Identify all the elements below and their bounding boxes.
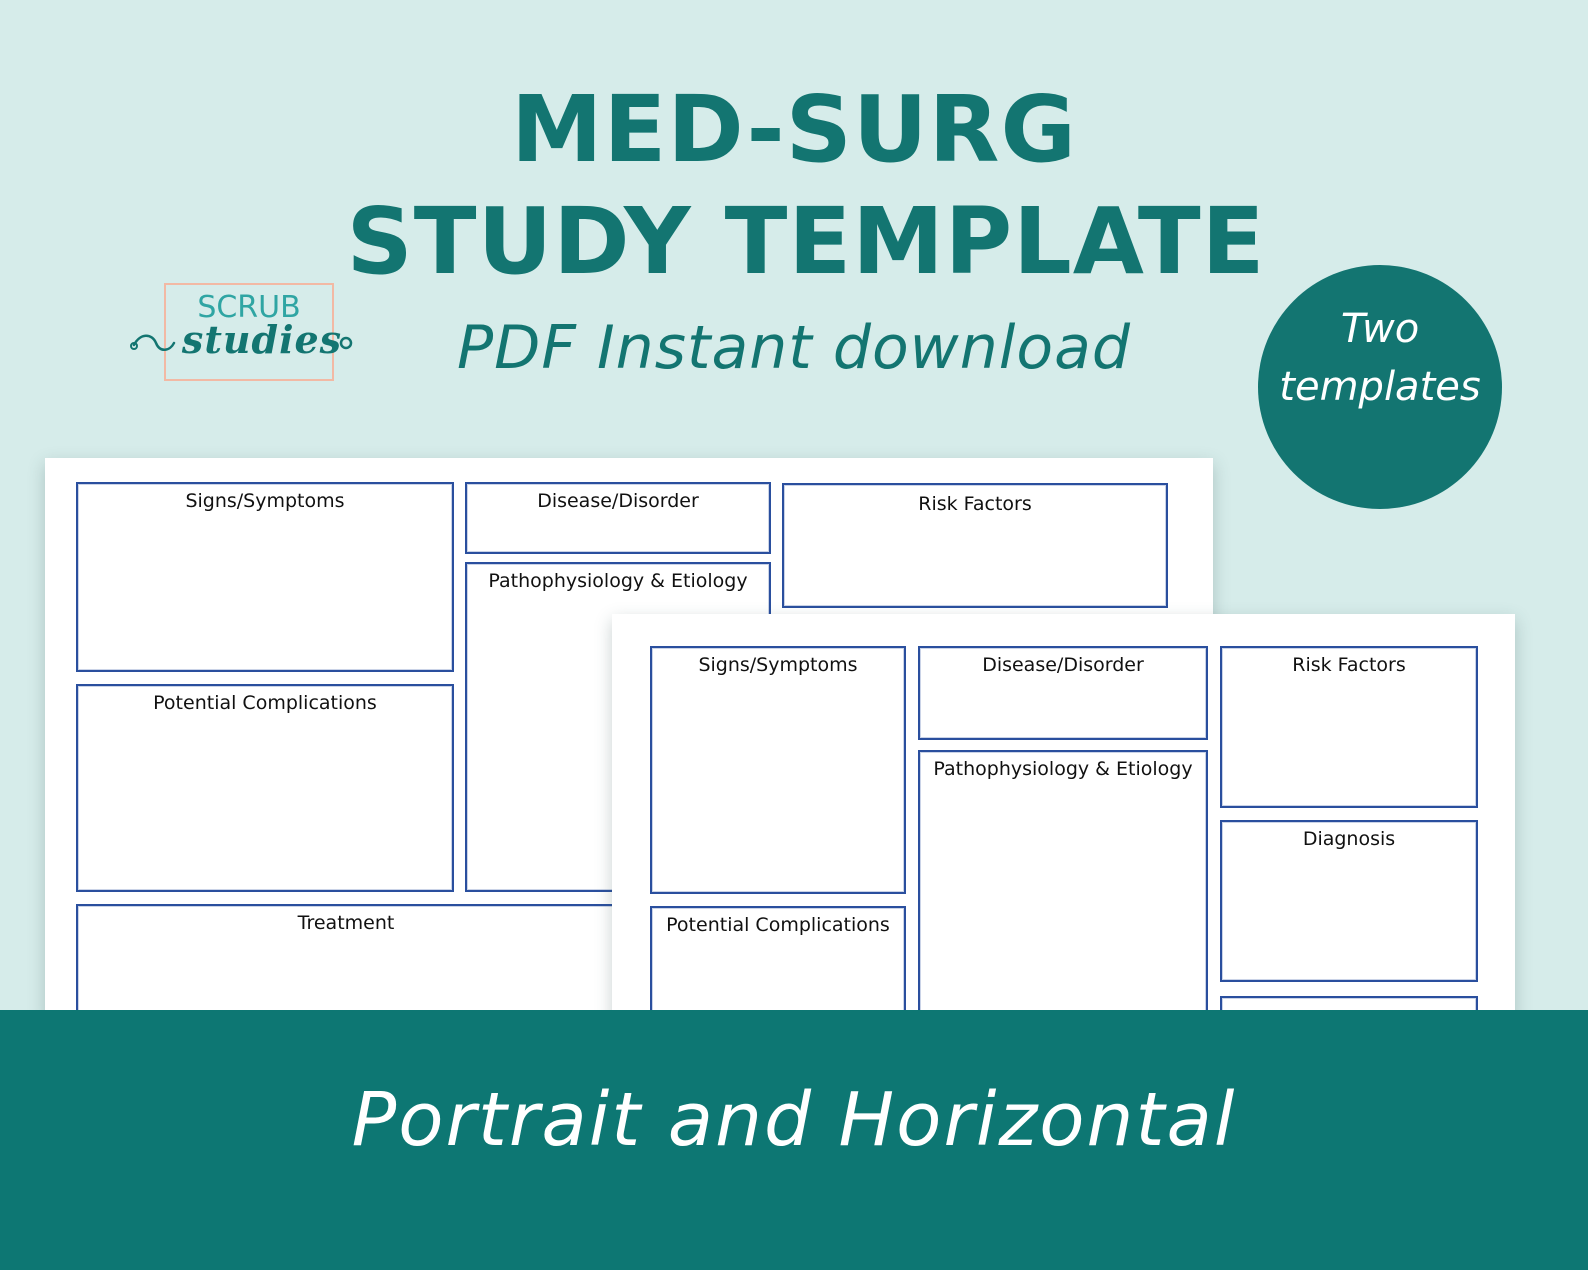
h-risk-factors-label: Risk Factors xyxy=(918,493,1032,515)
title-line-2: STUDY TEMPLATE xyxy=(346,188,1266,295)
two-templates-badge xyxy=(1258,265,1502,509)
h-signs-symptoms-box xyxy=(76,482,454,672)
p-risk-factors-box xyxy=(1220,646,1478,808)
h-risk-factors-box xyxy=(782,483,1168,608)
p-disease-disorder-label: Disease/Disorder xyxy=(982,654,1144,676)
subtitle: PDF Instant download xyxy=(457,313,1131,383)
h-disease-disorder-box xyxy=(465,482,771,554)
portrait-template-sheet xyxy=(612,614,1515,1034)
h-pathophysiology-label: Pathophysiology & Etiology xyxy=(488,570,748,592)
p-pathophysiology-label: Pathophysiology & Etiology xyxy=(933,758,1193,780)
logo-studies-text: studies xyxy=(181,317,343,362)
p-risk-factors-label: Risk Factors xyxy=(1292,654,1406,676)
h-potential-complications-box xyxy=(76,684,454,892)
p-signs-symptoms-box xyxy=(650,646,906,894)
footer-text: Portrait and Horizontal xyxy=(351,1077,1237,1163)
badge-line-2: templates xyxy=(1279,364,1481,410)
h-treatment-label: Treatment xyxy=(297,912,395,934)
p-potential-complications-label: Potential Complications xyxy=(666,914,890,936)
logo-scrub-text: SCRUB xyxy=(197,290,301,325)
p-disease-disorder-box xyxy=(918,646,1208,740)
p-signs-symptoms-label: Signs/Symptoms xyxy=(698,654,858,676)
scrub-studies-logo xyxy=(164,283,343,381)
title-line-1: MED-SURG xyxy=(511,76,1077,183)
h-potential-complications-label: Potential Complications xyxy=(153,692,377,714)
p-diagnosis-box xyxy=(1220,820,1478,982)
h-signs-symptoms-label: Signs/Symptoms xyxy=(185,490,345,512)
footer-band xyxy=(0,1010,1588,1270)
badge-line-1: Two xyxy=(1340,306,1420,352)
h-disease-disorder-label: Disease/Disorder xyxy=(537,490,699,512)
p-pathophysiology-box xyxy=(918,750,1208,1050)
p-diagnosis-label: Diagnosis xyxy=(1302,828,1396,850)
